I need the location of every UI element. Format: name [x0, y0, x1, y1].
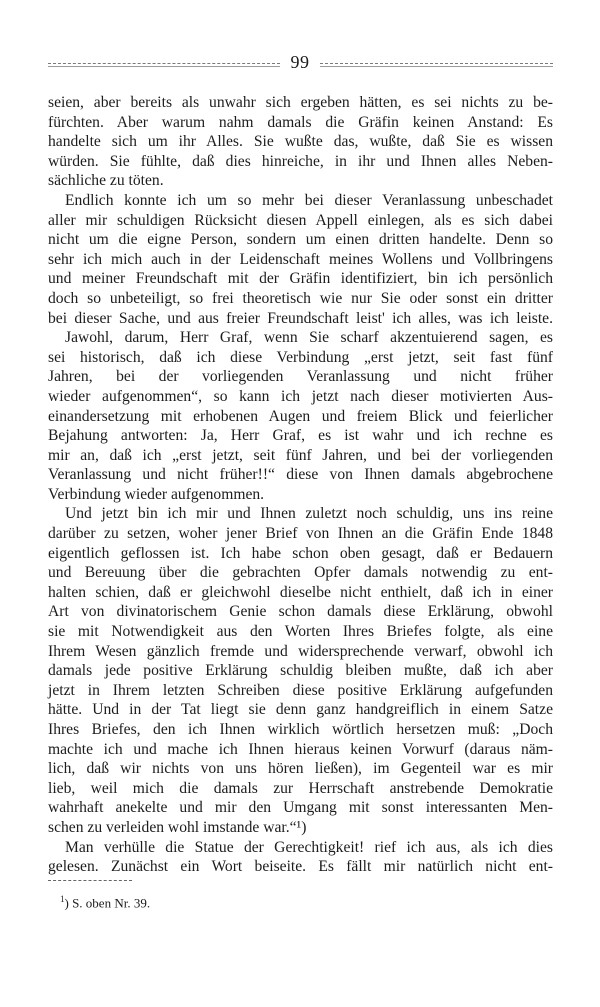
text-line: lieb, weil mich die damals zur Herrschaft anstrebende Demokratie	[48, 779, 553, 797]
text-line: darüber zu setzen, woher jener Brief von Ihnen an die Gräfin Ende 1848	[48, 525, 553, 543]
text-line: Jawohl, darum, Herr Graf, wenn Sie scharf akzentuierend sagen, es	[65, 329, 553, 347]
text-line: und Bereuung über die gebrachten Opfer damals notwendig zu ent-	[48, 564, 553, 582]
text-line: sehr ich mich auch in der Leidenschaft meines Wollens und Vollbringens	[48, 250, 553, 268]
text-line: schen zu verleiden wohl imstande war.“¹)	[48, 818, 307, 836]
text-line: einandersetzung mit erhobenen Augen und freiem Blick und feierlicher	[48, 407, 553, 425]
text-line: Jahren, bei der vorliegenden Veranlassung und nicht früher	[48, 368, 553, 386]
footnote-text: ) S. oben Nr. 39.	[64, 895, 151, 911]
header-rule-left-lower	[48, 66, 280, 67]
text-line: machte ich und mache ich Ihnen hieraus keinen Vorwurf (daraus näm-	[48, 740, 553, 758]
text-line: Man verhülle die Statue der Gerechtigkeit! rief ich aus, als ich dies	[65, 838, 553, 856]
header-rule-right-lower	[320, 66, 553, 67]
text-line: sie mit Notwendigkeit aus den Worten Ihres Briefes folgte, als eine	[48, 623, 553, 641]
text-line: Veranlassung und nicht früher!!“ diese von Ihnen damals abgebrochene	[48, 466, 553, 484]
text-line: sächliche zu töten.	[48, 172, 164, 190]
text-line: Und jetzt bin ich mir und Ihnen zuletzt noch schuldig, uns ins reine	[65, 505, 553, 523]
text-line: fürchten. Aber warum nahm damals die Gräfin keinen Anstand: Es	[48, 113, 553, 131]
text-line: gelesen. Zunächst ein Wort beiseite. Es fällt mir natürlich nicht ent-	[48, 858, 553, 876]
text-line: Endlich konnte ich um so mehr bei dieser Veranlassung unbeschadet	[65, 191, 553, 209]
text-line: seien, aber bereits als unwahr sich ergeben hätten, es sei nichts zu be-	[48, 94, 553, 111]
body-text	[48, 93, 553, 877]
text-line: jetzt in Ihrem letzten Schreiben diese positive Erklärung aufgefunden	[48, 681, 553, 699]
text-line: und meiner Freundschaft mit der Gräfin identifiziert, bin ich persönlich	[48, 270, 553, 288]
text-line: Verbindung wieder aufgenommen.	[48, 485, 265, 503]
text-line: mir an, daß ich „erst jetzt, seit fünf Jahren, und bei der vorliegenden	[48, 446, 553, 464]
text-line: Ihrem Wesen gänzlich fremde und widersprechende verwarf, obwohl ich	[48, 642, 553, 660]
text-line: damals jede positive Erklärung schuldig bleiben mußte, daß ich aber	[48, 662, 553, 680]
text-line: bei dieser Sache, und aus freier Freundschaft leist' ich alles, was ich leiste.	[48, 309, 553, 327]
text-line: halten schien, daß er gleichwohl dieselbe nicht enthielt, daß ich in einer	[48, 583, 553, 601]
footnote-marker: 1	[60, 894, 65, 904]
text-line: aller mir schuldigen Rücksicht diesen Appell einlegen, als es sich dabei	[48, 211, 553, 229]
text-line: nicht um die eigne Person, sondern um einen dritten handelte. Denn so	[48, 231, 553, 249]
text-line: eigentlich geflossen ist. Ich habe schon oben gesagt, daß er Bedauern	[48, 544, 553, 562]
text-line: hätte. Und in der Tat liegt sie denn ganz handgreiflich in einem Satze	[48, 701, 553, 719]
text-line: wieder aufgenommen“, so kann ich jetzt nach dieser motivierten Aus-	[48, 387, 553, 405]
text-line: wahrhaft anekelte und mir den Umgang mit sonst interessanten Men-	[48, 799, 553, 817]
page-number: 99	[290, 52, 310, 72]
text-line: lich, daß wir nichts von uns hören ließen), im Gegenteil war es mir	[48, 760, 553, 778]
footnote-divider	[48, 880, 132, 881]
text-line: würden. Sie fühlte, daß dies hinreiche, in ihr und Ihnen alles Neben-	[48, 152, 553, 170]
text-line: handelte sich um ihr Alles. Sie wußte das, wußte, daß Sie es wissen	[48, 133, 553, 151]
footnote	[60, 890, 150, 912]
header-rule-left	[48, 63, 280, 64]
text-line: Bejahung antworten: Ja, Herr Graf, es ist wahr und ich rechne es	[48, 427, 553, 445]
text-line: Ihres Briefes, den ich Ihnen wirklich wörtlich hersetzen muß: „Doch	[48, 721, 553, 738]
text-line: Art von divinatorischem Genie schon damals diese Erklärung, obwohl	[48, 603, 553, 621]
text-line: doch so unbeteiligt, so frei theoretisch wie nur Sie oder sonst ein dritter	[48, 289, 553, 307]
header-rule-right	[320, 63, 553, 64]
text-line: sei historisch, daß ich diese Verbindung „erst jetzt, seit fast fünf	[48, 348, 553, 366]
page-header	[48, 50, 553, 74]
